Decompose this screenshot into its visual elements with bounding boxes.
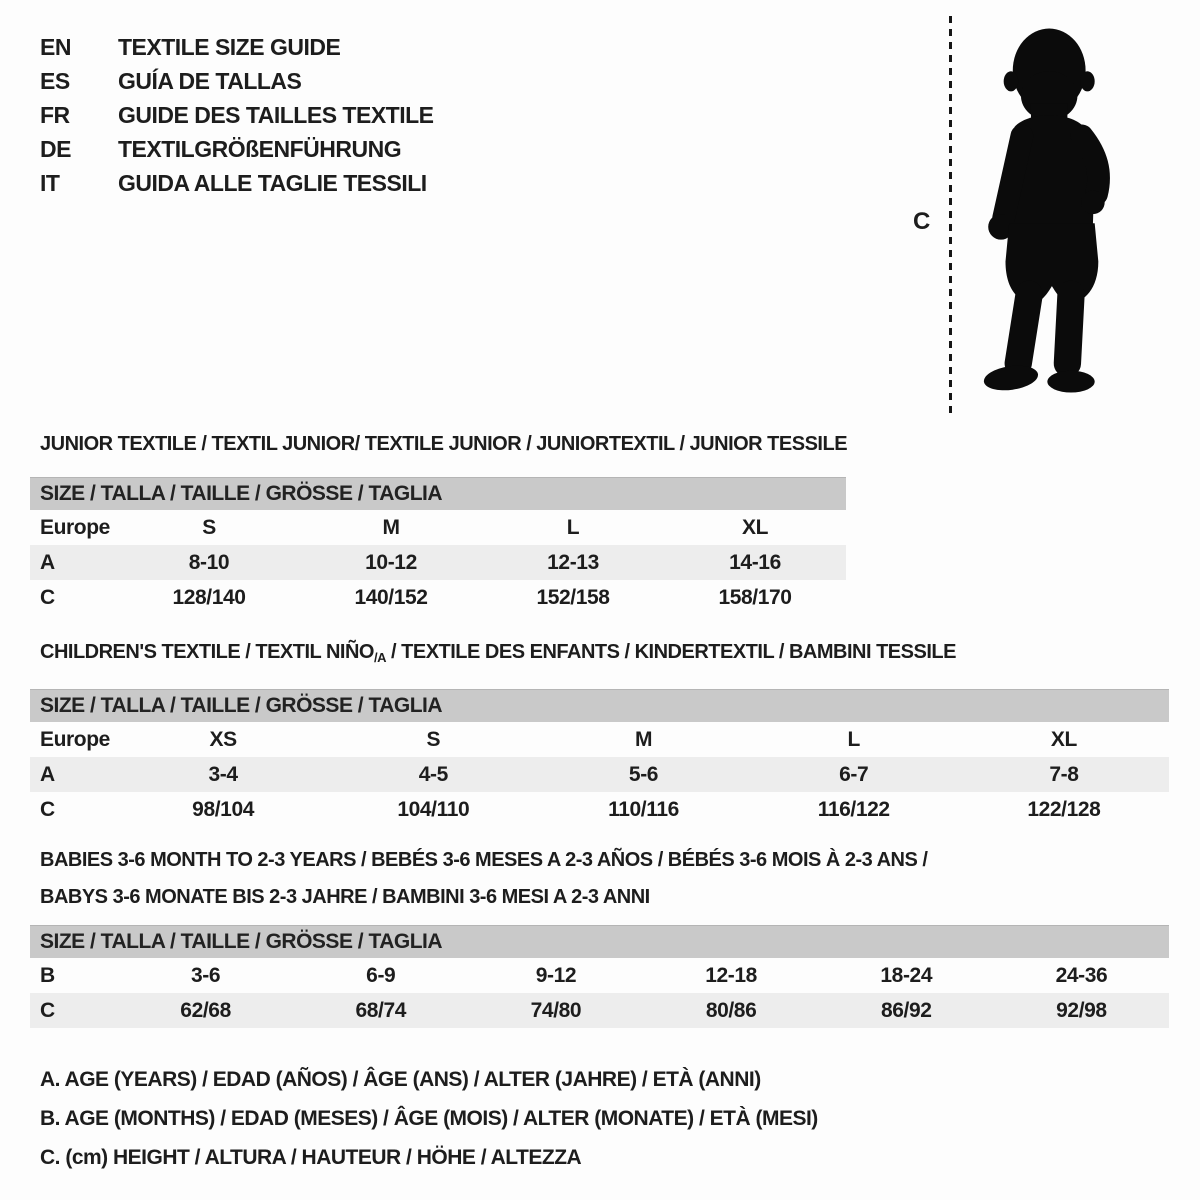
table-row-height — [30, 792, 1169, 827]
row-label: C — [40, 797, 55, 821]
row-label: C — [40, 998, 55, 1022]
height-cell: 140/152 — [354, 585, 428, 609]
size-cell: S — [426, 727, 441, 751]
size-cell: M — [382, 515, 400, 539]
size-cell: L — [847, 727, 860, 751]
junior-section-title: JUNIOR TEXTILE / TEXTIL JUNIOR/ TEXTILE JUNIOR / JUNIORTEXTIL / JUNIOR TESSILE — [40, 433, 848, 455]
language-code: EN — [40, 33, 71, 60]
size-cell: M — [634, 727, 653, 751]
language-code: IT — [40, 169, 60, 196]
age-cell: 14-16 — [729, 550, 781, 574]
table-row-europe — [30, 722, 1169, 757]
language-row-es — [40, 64, 434, 98]
legend — [40, 1068, 818, 1185]
height-measure-label: C — [913, 208, 931, 235]
children-title-suffix: / TEXTILE DES ENFANTS / KINDERTEXTIL / BAMBINI TESSILE — [385, 641, 956, 663]
age-cell: 3-4 — [208, 762, 238, 786]
children-size-table — [30, 689, 1169, 827]
size-cell: XS — [209, 727, 237, 751]
age-cell: 12-18 — [705, 963, 757, 987]
table-row-age-years — [30, 757, 1169, 792]
language-title-list — [40, 30, 434, 200]
height-cell: 74/80 — [530, 998, 582, 1022]
age-cell: 5-6 — [628, 762, 659, 786]
age-cell: 18-24 — [880, 963, 933, 987]
junior-size-table — [30, 477, 846, 615]
children-title-prefix: CHILDREN'S TEXTILE / TEXTIL NIÑO — [40, 641, 374, 663]
height-cell: 62/68 — [180, 998, 231, 1022]
size-table-header: SIZE / TALLA / TAILLE / GRÖSSE / TAGLIA — [30, 689, 1169, 722]
table-row-height — [30, 993, 1169, 1028]
height-dashed-line — [949, 16, 952, 416]
height-cell: 110/116 — [608, 797, 679, 821]
language-row-de — [40, 132, 434, 166]
language-code: DE — [40, 135, 71, 162]
children-section-title — [40, 641, 956, 665]
age-cell: 3-6 — [191, 963, 221, 987]
legend-height-cm: C. (cm) HEIGHT / ALTURA / HAUTEUR / HÖHE / ALTEZZA — [40, 1146, 582, 1169]
height-cell: 92/98 — [1056, 998, 1107, 1022]
legend-age-years: A. AGE (YEARS) / EDAD (AÑOS) / ÂGE (ANS) / ALTER (JAHRE) / ETÀ (ANNI) — [40, 1068, 761, 1091]
height-cell: 98/104 — [192, 797, 255, 821]
age-cell: 24-36 — [1055, 963, 1108, 987]
babies-size-table — [30, 925, 1169, 1028]
row-label: A — [40, 550, 55, 574]
table-row-age-months — [30, 958, 1169, 993]
age-cell: 6-7 — [839, 762, 869, 786]
babies-section-title-line2: BABYS 3-6 MONATE BIS 2-3 JAHRE / BAMBINI 3-6 MESI A 2-3 ANNI — [40, 886, 650, 908]
age-cell: 4-5 — [418, 762, 448, 786]
language-row-it — [40, 166, 434, 200]
children-title-sub: /A — [373, 650, 386, 665]
page-title-it: GUIDA ALLE TAGLIE TESSILI — [118, 169, 427, 196]
row-label: Europe — [40, 515, 110, 539]
language-code: ES — [40, 67, 70, 94]
height-cell: 158/170 — [718, 585, 792, 609]
height-cell: 80/86 — [705, 998, 757, 1022]
size-cell: S — [202, 515, 216, 539]
size-table-header: SIZE / TALLA / TAILLE / GRÖSSE / TAGLIA — [30, 925, 1169, 958]
toddler-silhouette-image — [960, 14, 1142, 418]
size-cell: L — [566, 515, 580, 539]
size-table-header: SIZE / TALLA / TAILLE / GRÖSSE / TAGLIA — [30, 477, 846, 510]
height-cell: 104/110 — [397, 797, 470, 821]
age-cell: 7-8 — [1049, 762, 1079, 786]
table-row-europe — [30, 510, 846, 545]
legend-age-months: B. AGE (MONTHS) / EDAD (MESES) / ÂGE (MOIS) / ALTER (MONATE) / ETÀ (MESI) — [40, 1107, 818, 1130]
age-cell: 8-10 — [188, 550, 230, 574]
table-row-height — [30, 580, 846, 615]
row-label: B — [40, 963, 55, 987]
height-cell: 128/140 — [172, 585, 246, 609]
babies-section-title-line1: BABIES 3-6 MONTH TO 2-3 YEARS / BEBÉS 3-6 MESES A 2-3 AÑOS / BÉBÉS 3-6 MOIS À 2-3 ANS / — [40, 849, 928, 871]
size-cell: XL — [741, 515, 769, 539]
language-code: FR — [40, 101, 70, 128]
height-cell: 122/128 — [1027, 797, 1101, 821]
height-cell: 152/158 — [536, 585, 610, 609]
language-row-en — [40, 30, 434, 64]
size-cell: XL — [1050, 727, 1077, 751]
age-cell: 10-12 — [365, 550, 417, 574]
height-cell: 116/122 — [817, 797, 890, 821]
table-row-age-years — [30, 545, 846, 580]
page-title-de: TEXTILGRÖßENFÜHRUNG — [118, 135, 402, 162]
page-title-fr: GUIDE DES TAILLES TEXTILE — [118, 101, 434, 128]
row-label: Europe — [40, 727, 110, 751]
page-title-es: GUÍA DE TALLAS — [118, 67, 302, 94]
page-title: TEXTILE SIZE GUIDE — [118, 33, 341, 60]
age-cell: 6-9 — [366, 963, 396, 987]
height-cell: 86/92 — [880, 998, 932, 1022]
age-cell: 12-13 — [547, 550, 599, 574]
height-cell: 68/74 — [355, 998, 407, 1022]
language-row-fr — [40, 98, 434, 132]
age-cell: 9-12 — [535, 963, 577, 987]
row-label: C — [40, 585, 55, 609]
row-label: A — [40, 762, 55, 786]
